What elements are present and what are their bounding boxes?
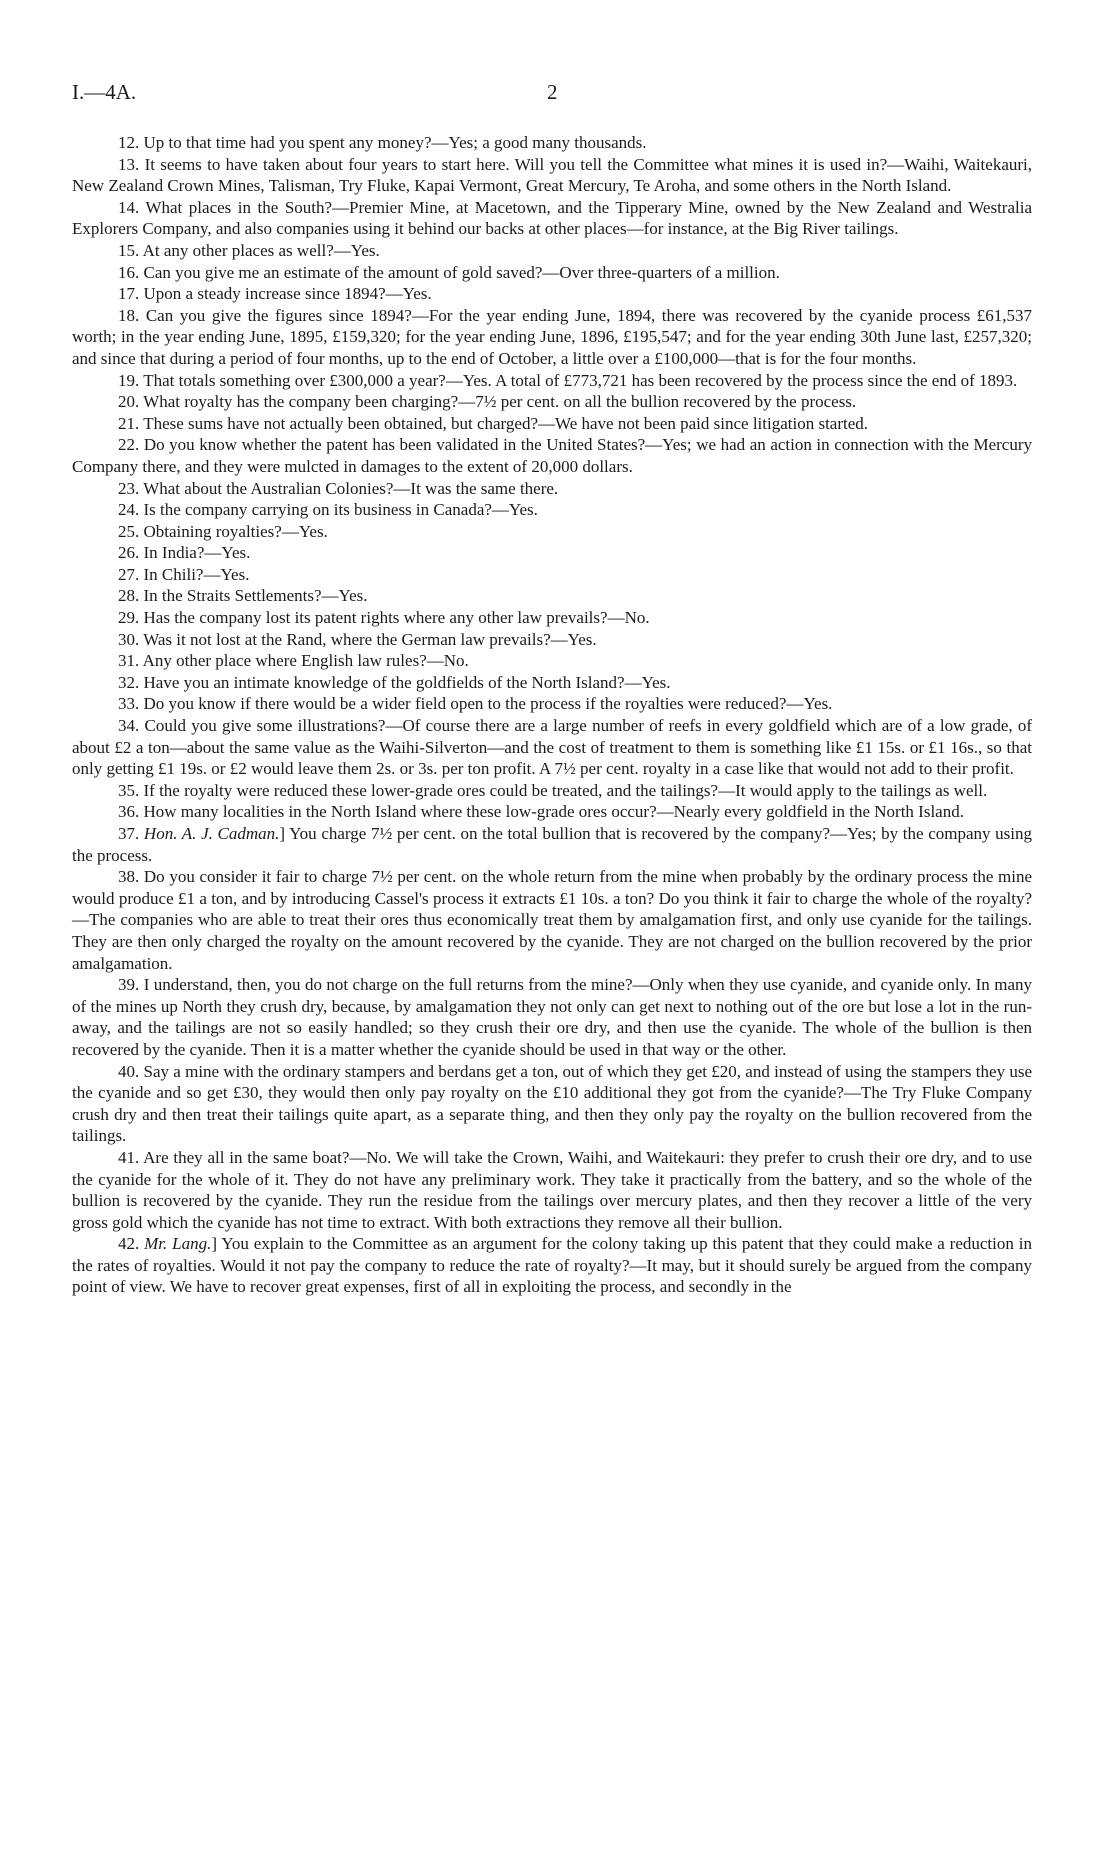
question-number: 34. (118, 716, 140, 736)
question-paragraph (72, 974, 1032, 1060)
question-number: 39. (118, 975, 140, 995)
question-number: 23. (118, 478, 140, 498)
question-text: Was it not lost at the Rand, where the German law prevails?—Yes. (143, 629, 597, 649)
question-text: These sums have not actually been obtained, but charged?—We have not been paid since litigation started. (143, 413, 869, 433)
question-paragraph (72, 715, 1032, 780)
question-paragraph (72, 585, 1032, 607)
question-number: 17. (118, 284, 140, 304)
question-number: 22. (118, 435, 140, 455)
question-text: Have you an intimate knowledge of the goldfields of the North Island?—Yes. (143, 672, 671, 692)
question-text: What royalty has the company been charging?—7½ per cent. on all the bullion recovered by the process. (143, 392, 857, 412)
question-number: 25. (118, 521, 140, 541)
question-text: Any other place where English law rules?—No. (142, 651, 469, 671)
page-header (72, 80, 1032, 110)
question-paragraph (72, 564, 1032, 586)
question-paragraph (72, 521, 1032, 543)
speaker-name: Mr. Lang. (144, 1234, 212, 1254)
question-text: Could you give some illustrations?—Of course there are a large number of reefs in every goldfield which are of a low grade, of about £2 a ton—about the same value as the Waihi-Silverton—and the cost of treatment to them is something like £1 15s. or £1 16s., so that only getting £1 19s. or £2 would leave them 2s. or 3s. per ton profit. A 7½ per cent. royalty in a case like that would not add to their profit. (72, 716, 1033, 779)
question-paragraph (72, 240, 1032, 262)
question-paragraph (72, 499, 1032, 521)
question-number: 42. (118, 1234, 140, 1254)
question-text: In Chili?—Yes. (143, 564, 250, 584)
question-text: Do you know if there would be a wider field open to the process if the royalties were reduced?—Yes. (143, 694, 833, 714)
question-paragraph (72, 672, 1032, 694)
question-text: Obtaining royalties?—Yes. (143, 521, 328, 541)
question-paragraph (72, 866, 1032, 974)
question-number: 15. (118, 240, 140, 260)
question-paragraph (72, 305, 1032, 370)
question-text: At any other places as well?—Yes. (142, 240, 380, 260)
question-paragraph (72, 542, 1032, 564)
question-number: 14. (118, 197, 140, 217)
question-number: 36. (118, 802, 140, 822)
question-paragraph (72, 154, 1032, 197)
page-number: 2 (547, 80, 558, 104)
question-text: You charge 7½ per cent. on the total bullion that is recovered by the company?—Yes; by the company using the process. (72, 824, 1033, 865)
question-number: 24. (118, 500, 140, 520)
question-number: 33. (118, 694, 140, 714)
question-text: Can you give me an estimate of the amount of gold saved?—Over three-quarters of a million. (143, 262, 780, 282)
question-text: That totals something over £300,000 a year?—Yes. A total of £773,721 has been recovered by the process since the end of 1893. (143, 370, 1018, 390)
question-number: 27. (118, 564, 140, 584)
question-number: 29. (118, 608, 140, 628)
question-text: You explain to the Committee as an argument for the colony taking up this patent that they could make a reduction in the rates of royalties. Would it not pay the company to reduce the rate of royalty?—It may, but it should surely be argued from the company point of view. We have to recover great expenses, first of all in exploiting the process, and secondly in the (72, 1234, 1032, 1297)
question-text: Do you know whether the patent has been validated in the United States?—Yes; we had an action in connection with the Mercury Company there, and they were mulcted in damages to the extent of 20,000 dollars. (72, 435, 1033, 476)
question-text: In the Straits Settlements?—Yes. (143, 586, 368, 606)
question-paragraph (72, 780, 1032, 802)
question-paragraph (72, 607, 1032, 629)
question-text: Can you give the figures since 1894?—For the year ending June, 1894, there was recovered by the cyanide process £61,537 worth; in the year ending June, 1895, £159,320; for the year ending June, 1896, £195,547; and for the year ending 30th June last, £257,320; and since that during a period of four months, up to the end of October, a little over a £100,000—that is for the four months. (72, 305, 1033, 368)
question-text: Do you consider it fair to charge 7½ per cent. on the whole return from the mine when probably by the ordinary process the mine would produce £1 a ton, and by introducing Cassel's process it extracts £1 10s. a ton? Do you think it fair to charge the whole of the royalty?—The companies who are able to treat their ores thus economically treat them by amalgamation first, and only use cyanide for the tailings. They are then only charged the royalty on the amount recovered by the cyanide. They are not charged on the bullion recovered by the prior amalgamation. (72, 867, 1033, 973)
question-paragraph (72, 1147, 1032, 1233)
question-number: 26. (118, 543, 140, 563)
question-paragraph (72, 132, 1032, 154)
question-number: 38. (118, 867, 140, 887)
question-paragraph (72, 197, 1032, 240)
question-paragraph (72, 801, 1032, 823)
question-number: 13. (118, 154, 140, 174)
question-text: If the royalty were reduced these lower-grade ores could be treated, and the tailings?—It would apply to the tailings as well. (143, 780, 988, 800)
question-number: 16. (118, 262, 140, 282)
question-number: 18. (118, 305, 140, 325)
question-text: How many localities in the North Island where these low-grade ores occur?—Nearly every goldfield in the North Island. (143, 802, 964, 822)
question-paragraph (72, 370, 1032, 392)
question-number: 40. (118, 1061, 140, 1081)
question-text: Has the company lost its patent rights where any other law prevails?—No. (143, 608, 650, 628)
question-paragraph (72, 413, 1032, 435)
question-paragraph (72, 650, 1032, 672)
speaker-name: Hon. A. J. Cadman. (143, 824, 280, 843)
question-paragraph (72, 262, 1032, 284)
question-text: Say a mine with the ordinary stampers and berdans get a ton, out of which they get £20, and instead of using the stampers they use the cyanide and so get £30, they would then only pay royalty on the £10 additional they got from the cyanide?—The Try Fluke Company crush dry and then treat their tailings quite apart, as a separate thing, and then they only pay the royalty on the bullion recovered from the tailings. (72, 1061, 1033, 1146)
minutes-body (72, 132, 1032, 1298)
question-text: Upon a steady increase since 1894?—Yes. (143, 284, 432, 304)
question-text: Are they all in the same boat?—No. We will take the Crown, Waihi, and Waitekauri: they prefer to crush their ore dry, and to use the cyanide for the whole of it. They do not have any preliminary work. They take it practically from the battery, and so the whole of the bullion is recovered by the cyanide. They run the residue from the tailings over mercury plates, and then they recover a little of the very gross gold which the cyanide has not time to extract. With both extractions they remove all their bullion. (72, 1147, 1033, 1232)
question-text: I understand, then, you do not charge on the full returns from the mine?—Only when they use cyanide, and cyanide only. In many of the mines up North they crush dry, because, by amalgamation they not only can get next to nothing out of the ore but lose a lot in the run-away, and the tailings are not so easily handled; so they crush their ore dry, and then use the cyanide. The whole of the bullion is then recovered by the cyanide. Then it is a matter whether the cyanide should be used in that way or the other. (72, 975, 1033, 1059)
question-number: 20. (118, 392, 140, 412)
question-number: 31. (118, 651, 140, 671)
question-paragraph (72, 283, 1032, 305)
question-text: What places in the South?—Premier Mine, at Macetown, and the Tipperary Mine, owned by the New Zealand and Westralia Explorers Company, and also companies using it behind our backs at other places—for instance, at the Big River tailings. (72, 197, 1032, 239)
question-number: 21. (118, 413, 140, 433)
question-paragraph (72, 478, 1032, 500)
question-number: 28. (118, 586, 140, 606)
document-reference: I.—4A. (72, 80, 137, 104)
question-paragraph (72, 629, 1032, 651)
question-paragraph (72, 1061, 1032, 1147)
question-number: 37. (118, 824, 140, 843)
question-number: 30. (118, 629, 140, 649)
question-paragraph (72, 693, 1032, 715)
question-paragraph: 42. Mr. Lang.] You explain to the Committee as an argument for the colony taking up this patent that they could make a reduction in the rates of royalties. Would it not pay the company to reduce the rate of royalty?—It may, but it should surely be argued from the company point of view. We have to recover great expenses, first of all in exploiting the process, and secondly in the (72, 1234, 1032, 1297)
question-text: Is the company carrying on its business in Canada?—Yes. (143, 500, 538, 520)
question-text: In India?—Yes. (143, 543, 251, 563)
question-paragraph (72, 434, 1032, 477)
question-text: What about the Australian Colonies?—It was the same there. (143, 478, 559, 498)
question-number: 32. (118, 672, 140, 692)
question-number: 12. (118, 133, 140, 152)
question-paragraph (72, 391, 1032, 413)
question-text: It seems to have taken about four years to start here. Will you tell the Committee what mines it is used in?—Waihi, Waitekauri, New Zealand Crown Mines, Talisman, Try Fluke, Kapai Vermont, Great Mercury, Te Aroha, and some others in the North Island. (72, 154, 1033, 196)
question-number: 19. (118, 370, 140, 390)
question-number: 35. (118, 780, 140, 800)
question-number: 41. (118, 1147, 140, 1167)
question-text: Up to that time had you spent any money?—Yes; a good many thousands. (143, 133, 647, 152)
question-paragraph: 37. Hon. A. J. Cadman.] You charge 7½ per cent. on the total bullion that is recovered by the company?—Yes; by the company using the process. (72, 824, 1033, 865)
